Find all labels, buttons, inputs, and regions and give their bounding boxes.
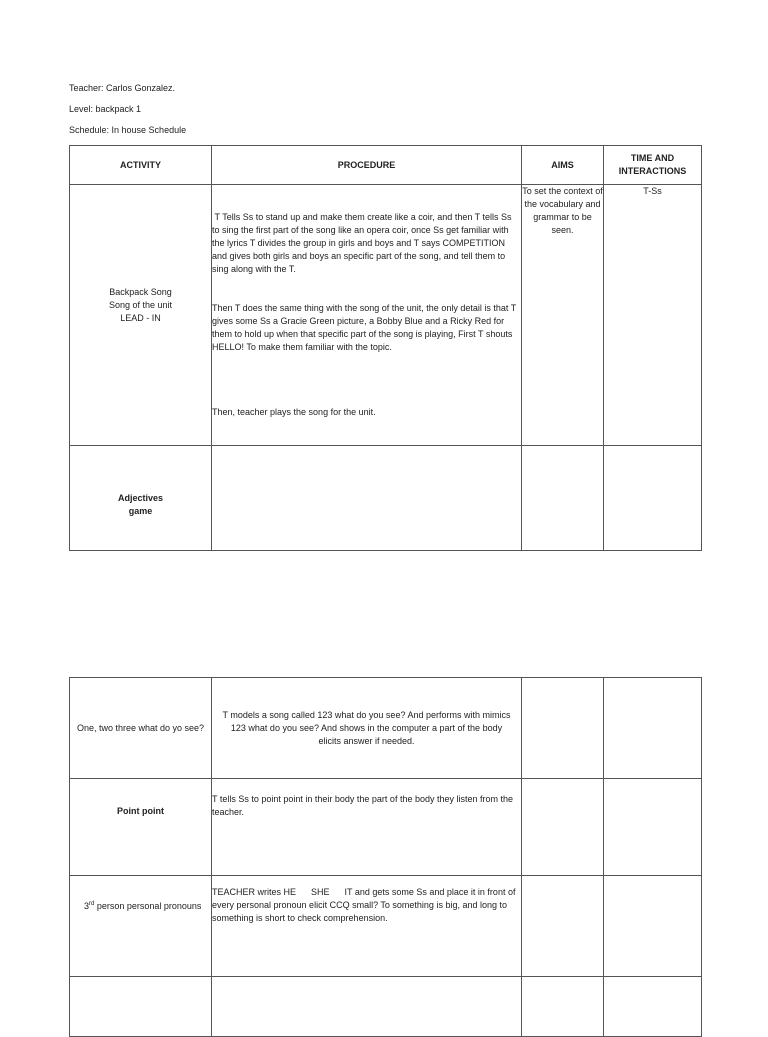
table-row xyxy=(70,678,702,779)
time-cell xyxy=(604,977,702,1037)
procedure-cell xyxy=(212,977,522,1037)
table-row xyxy=(70,779,702,876)
aims-cell xyxy=(522,678,604,779)
activity-header: ACTIVITY xyxy=(70,146,212,185)
table-row xyxy=(70,977,702,1037)
activity-cell: Point point xyxy=(70,779,212,876)
aims-cell xyxy=(522,446,604,551)
lesson-plan-table-1 xyxy=(69,145,702,551)
aims-header: AIMS xyxy=(522,146,604,185)
time-cell xyxy=(604,678,702,779)
aims-cell xyxy=(522,779,604,876)
time-header: TIME AND INTERACTIONS xyxy=(604,146,702,185)
table-header-row xyxy=(70,146,702,185)
procedure-cell xyxy=(212,446,522,551)
table-row xyxy=(70,446,702,551)
aims-cell xyxy=(522,876,604,977)
teacher-line: Teacher: Carlos Gonzalez. xyxy=(69,83,176,93)
activity-cell: 3rd person personal pronouns xyxy=(70,876,212,977)
schedule-line: Schedule: In house Schedule xyxy=(69,125,187,135)
activity-cell: One, two three what do yo see? xyxy=(70,678,212,779)
procedure-cell: T Tells Ss to stand up and make them create like a coir, and then T tells Ss to sing the first part of the song like an opera coir, once Ss get familiar with the lyrics T divides the group in girls and boys and T says COMPETITION and gives both girls and boys an specific part of the song, and tell them to sing along with the T. Then T does the same thing with the song of the unit, the only detail is that T gives some Ss a Gracie Green picture, a Bobby Blue and a Ricky Red for them to hold up when that specific part of the song is playing, First T shouts HELLO! To make them familiar with the topic. Then, teacher plays the song for the unit. xyxy=(212,185,522,446)
procedure-cell: TEACHER writes HE SHE IT and gets some Ss and place it in front of every personal pronoun elicit CCQ small? To something is big, and long to something is short to check comprehension. xyxy=(212,876,522,977)
procedure-cell: T models a song called 123 what do you see? And performs with mimics 123 what do you see? And shows in the computer a part of the body elicits answer if needed. xyxy=(212,678,522,779)
activity-cell: Adjectives game xyxy=(70,446,212,551)
table-row xyxy=(70,185,702,446)
lesson-plan-table-2 xyxy=(69,677,702,1037)
activity-cell: Backpack Song Song of the unit LEAD - IN xyxy=(70,185,212,446)
time-cell xyxy=(604,446,702,551)
time-cell xyxy=(604,876,702,977)
time-cell: T-Ss xyxy=(604,185,702,446)
procedure-header: PROCEDURE xyxy=(212,146,522,185)
aims-cell xyxy=(522,977,604,1037)
table-row xyxy=(70,876,702,977)
level-line: Level: backpack 1 xyxy=(69,104,142,114)
time-cell xyxy=(604,779,702,876)
aims-cell: To set the context of the vocabulary and grammar to be seen. xyxy=(522,185,604,446)
procedure-cell: T tells Ss to point point in their body the part of the body they listen from the teacher. xyxy=(212,779,522,876)
activity-cell xyxy=(70,977,212,1037)
